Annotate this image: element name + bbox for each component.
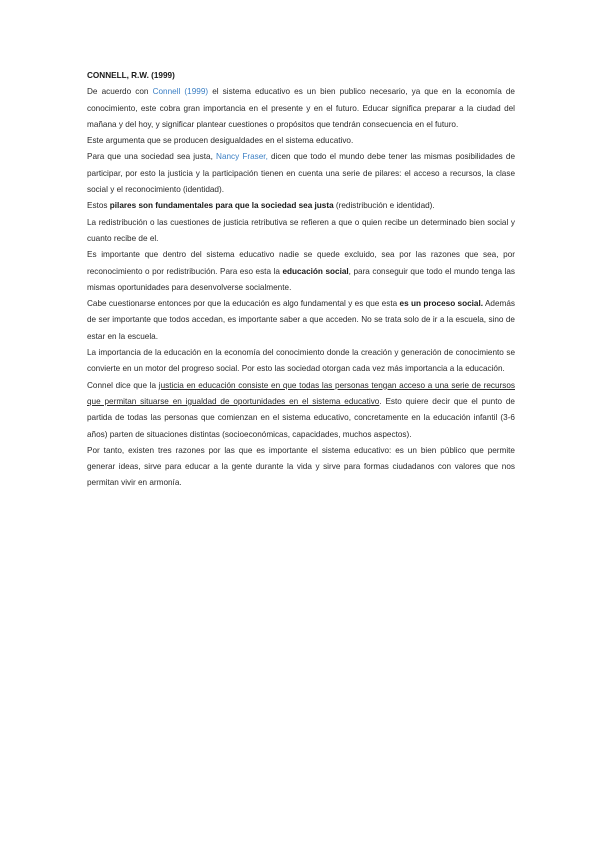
bold-text: pilares son fundamentales para que la sociedad sea justa (109, 201, 334, 211)
text-span: Es importante que dentro del sistema educativo nadie se quede excluido, sea por las razones que sea, por reconocimiento o por redistribución. Para eso esta la (87, 250, 515, 276)
paragraph-desigualdades: Este argumenta que se producen desigualdades en el sistema educativo. (87, 136, 354, 146)
document-title: CONNELL, R.W. (1999) (87, 71, 175, 80)
paragraph-economia-conocimiento: La importancia de la educación en la economía del conocimiento donde la creación y generación de conocimiento se convierte en un motor del progreso social. Por esto las sociedad otorgan cada vez más importancia a la educación. (87, 348, 515, 374)
document-body (87, 68, 515, 492)
text-span: Estos (87, 201, 110, 211)
paragraph-educacion-social (87, 247, 515, 296)
text-span: , para conseguir que todo el mundo tenga las mismas oportunidades para desenvolverse socialmente. (87, 266, 515, 292)
underlined-text: justicia en educación consiste en que todas las personas tengan acceso a una serie de recursos que permitan situarse en igualdad de oportunidades en el sistema educativo (87, 380, 515, 406)
text-span: (redistribución e identidad). (333, 201, 435, 211)
connell-link[interactable]: Connell (1999) (152, 87, 209, 97)
text-span: dicen que todo el mundo debe tener las mismas posibilidades de participar, por esto la justicia y la participación tienen en cuenta una serie de pilares: el acceso a recursos, la clase social y el reconocimiento (identidad). (87, 152, 515, 195)
text-span: Cabe cuestionarse entonces por que la educación es algo fundamental y es que esta (87, 299, 400, 309)
paragraph-connell-intro (87, 84, 515, 133)
bold-text: es un proceso social. (399, 299, 484, 309)
paragraph-pilares (87, 198, 515, 214)
nancy-fraser-link[interactable]: Nancy Fraser, (216, 152, 268, 162)
text-span: el sistema educativo es un bien publico necesario, ya que en la economía de conocimiento, este cobra gran importancia en el presente y en el futuro. Educar significa preparar a la ciudad del mañana y del hoy, y significar plantear cuestiones o propósitos que tendrán consecuencia en el futuro. (87, 87, 515, 129)
paragraph-nancy-fraser (87, 149, 515, 198)
paragraph-conclusion: Por tanto, existen tres razones por las que es importante el sistema educativo: es un bien público que permite generar ideas, sirve para educar a la gente durante la vida y sirve para formas ciudadanos con valores que nos permitan vivir en armonía. (87, 445, 515, 488)
bold-text: educación social (282, 266, 349, 276)
paragraph-proceso-social (87, 296, 515, 345)
text-span: De acuerdo con (87, 87, 153, 97)
text-span: Para que una sociedad sea justa, (87, 152, 217, 162)
text-span: Connel dice que la (87, 380, 159, 390)
text-span: Además de ser importante que todos accedan, es importante saber a que acceden. No se trata solo de ir a la escuela, sino de estar en la escuela. (87, 299, 515, 341)
text-span: . Esto quiere decir que el punto de partida de todas las personas que comienzan en el sistema educativo, concretamente en la educación infantil (3-6 años) parten de situaciones distintas (socioeconómicas, capacidades, muchos aspectos). (87, 396, 515, 439)
paragraph-redistribucion: La redistribución o las cuestiones de justicia retributiva se refieren a que o quien recibe un determinado bien social y cuanto recibe de el. (87, 217, 515, 243)
paragraph-justicia-educacion (87, 378, 515, 443)
